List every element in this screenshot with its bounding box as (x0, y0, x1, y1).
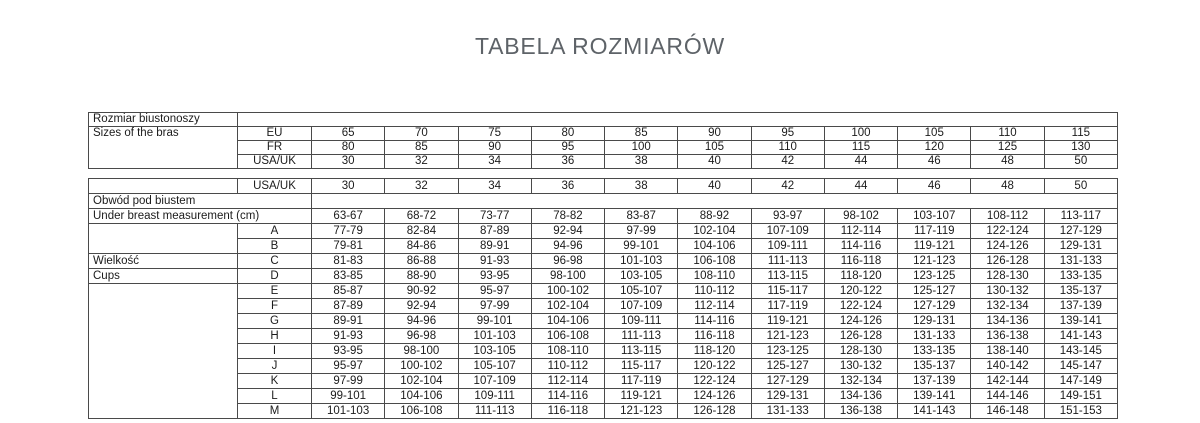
value-cell: 147-149 (1044, 374, 1117, 389)
value-cell: 97-99 (458, 299, 531, 314)
value-cell: 113-115 (605, 344, 678, 359)
value-cell: 75 (458, 127, 531, 141)
value-cell: 97-99 (312, 374, 385, 389)
value-cell: 151-153 (1044, 404, 1117, 419)
value-cell: 101-103 (312, 404, 385, 419)
value-cell: 107-109 (605, 299, 678, 314)
value-cell: 73-77 (458, 209, 531, 224)
value-cell: 105 (678, 141, 751, 155)
value-cell: 132-134 (971, 299, 1044, 314)
page-title: TABELA ROZMIARÓW (474, 33, 726, 59)
value-cell: 136-138 (971, 329, 1044, 344)
value-cell: 144-146 (971, 389, 1044, 404)
cup-letter-cell: D (238, 269, 312, 284)
value-cell: 68-72 (385, 209, 458, 224)
value-cell: 126-128 (971, 254, 1044, 269)
value-cell: 123-125 (898, 269, 971, 284)
value-cell: 140-142 (971, 359, 1044, 374)
value-cell: 118-120 (678, 344, 751, 359)
value-cell: 103-107 (898, 209, 971, 224)
measurement-table (88, 178, 1118, 419)
value-cell: 117-119 (898, 224, 971, 239)
value-cell: 127-129 (1044, 224, 1117, 239)
value-cell: 133-135 (898, 344, 971, 359)
value-cell: 104-106 (678, 239, 751, 254)
value-cell: 139-141 (1044, 314, 1117, 329)
cup-row (89, 404, 1118, 419)
value-cell: 90 (458, 141, 531, 155)
value-cell: 38 (605, 179, 678, 194)
cup-letter-cell: H (238, 329, 312, 344)
value-cell: 137-139 (1044, 299, 1117, 314)
value-cell: 134-136 (971, 314, 1044, 329)
value-cell: 50 (1044, 179, 1117, 194)
value-cell: 116-118 (824, 254, 897, 269)
value-cell: 36 (531, 155, 604, 169)
value-cell: 44 (824, 155, 897, 169)
cups-label-en: Cups (89, 269, 238, 284)
cup-row (89, 314, 1118, 329)
table-row (89, 127, 1118, 141)
empty-cell (89, 179, 238, 194)
cup-row (89, 239, 1118, 254)
value-cell: 130-132 (971, 284, 1044, 299)
value-cell: 109-111 (458, 389, 531, 404)
value-cell: 117-119 (605, 374, 678, 389)
value-cell: 138-140 (971, 344, 1044, 359)
cup-letter-cell: M (238, 404, 312, 419)
bra-sizes-label-pl: Rozmiar biustonoszy (89, 113, 238, 127)
value-cell: 121-123 (605, 404, 678, 419)
cup-row (89, 389, 1118, 404)
value-cell: 129-131 (1044, 239, 1117, 254)
value-cell: 90 (678, 127, 751, 141)
value-cell: 125 (971, 141, 1044, 155)
value-cell: 101-103 (458, 329, 531, 344)
value-cell: 32 (385, 179, 458, 194)
value-cell: 117-119 (751, 299, 824, 314)
value-cell: 85 (605, 127, 678, 141)
value-cell: 121-123 (751, 329, 824, 344)
value-cell: 90-92 (385, 284, 458, 299)
value-cell: 110-112 (531, 359, 604, 374)
value-cell: 129-131 (751, 389, 824, 404)
value-cell: 108-112 (971, 209, 1044, 224)
value-cell: 105 (898, 127, 971, 141)
value-cell: 87-89 (458, 224, 531, 239)
value-cell: 106-108 (678, 254, 751, 269)
value-cell: 32 (385, 155, 458, 169)
value-cell: 121-123 (898, 254, 971, 269)
value-cell: 142-144 (971, 374, 1044, 389)
value-cell: 127-129 (898, 299, 971, 314)
value-cell: 149-151 (1044, 389, 1117, 404)
value-cell: 108-110 (678, 269, 751, 284)
value-cell: 97-99 (605, 224, 678, 239)
value-cell: 141-143 (1044, 329, 1117, 344)
value-cell: 108-110 (531, 344, 604, 359)
bra-sizes-label-en: Sizes of the bras (89, 127, 238, 169)
value-cell: 132-134 (824, 374, 897, 389)
value-cell: 30 (312, 179, 385, 194)
value-cell: 77-79 (312, 224, 385, 239)
value-cell: 136-138 (824, 404, 897, 419)
value-cell: 95 (751, 127, 824, 141)
value-cell: 93-95 (458, 269, 531, 284)
cup-letter-cell: E (238, 284, 312, 299)
value-cell: 113-117 (1044, 209, 1117, 224)
value-cell: 124-126 (971, 239, 1044, 254)
value-cell: 50 (1044, 155, 1117, 169)
value-cell: 115-117 (605, 359, 678, 374)
cup-letter-cell: B (238, 239, 312, 254)
value-cell: 103-105 (458, 344, 531, 359)
value-cell: 116-118 (531, 404, 604, 419)
value-cell: 102-104 (678, 224, 751, 239)
value-cell: 91-93 (458, 254, 531, 269)
value-cell: 83-87 (605, 209, 678, 224)
value-cell: 38 (605, 155, 678, 169)
table-row (89, 179, 1118, 194)
value-cell: 91-93 (312, 329, 385, 344)
value-cell: 131-133 (1044, 254, 1117, 269)
value-cell: 79-81 (312, 239, 385, 254)
value-cell: 112-114 (531, 374, 604, 389)
table-row (89, 194, 1118, 209)
value-cell: 34 (458, 179, 531, 194)
value-cell: 130-132 (824, 359, 897, 374)
value-cell: 114-116 (824, 239, 897, 254)
value-cell: 146-148 (971, 404, 1044, 419)
value-cell: 95 (531, 141, 604, 155)
system-cell: USA/UK (238, 155, 312, 169)
value-cell: 83-85 (312, 269, 385, 284)
value-cell: 86-88 (385, 254, 458, 269)
value-cell: 107-109 (458, 374, 531, 389)
value-cell: 95-97 (312, 359, 385, 374)
value-cell: 99-101 (312, 389, 385, 404)
cup-row (89, 224, 1118, 239)
value-cell: 119-121 (898, 239, 971, 254)
value-cell: 130 (1044, 141, 1117, 155)
value-cell: 133-135 (1044, 269, 1117, 284)
value-cell: 80 (312, 141, 385, 155)
value-cell: 123-125 (751, 344, 824, 359)
empty-merged-cell (238, 113, 1118, 127)
value-cell: 93-95 (312, 344, 385, 359)
value-cell: 94-96 (385, 314, 458, 329)
value-cell: 111-113 (605, 329, 678, 344)
value-cell: 100 (824, 127, 897, 141)
table-row (89, 155, 1118, 169)
value-cell: 94-96 (531, 239, 604, 254)
value-cell: 102-104 (531, 299, 604, 314)
value-cell: 141-143 (898, 404, 971, 419)
value-cell: 34 (458, 155, 531, 169)
value-cell: 110 (971, 127, 1044, 141)
value-cell: 122-124 (824, 299, 897, 314)
value-cell: 98-100 (531, 269, 604, 284)
value-cell: 122-124 (971, 224, 1044, 239)
value-cell: 100-102 (531, 284, 604, 299)
empty-merged-cell (312, 194, 1118, 209)
value-cell: 131-133 (898, 329, 971, 344)
value-cell: 115 (824, 141, 897, 155)
value-cell: 106-108 (531, 329, 604, 344)
value-cell: 36 (531, 179, 604, 194)
value-cell: 105-107 (458, 359, 531, 374)
value-cell: 104-106 (531, 314, 604, 329)
value-cell: 106-108 (385, 404, 458, 419)
value-cell: 80 (531, 127, 604, 141)
value-cell: 122-124 (678, 374, 751, 389)
value-cell: 128-130 (824, 344, 897, 359)
value-cell: 131-133 (751, 404, 824, 419)
cup-row (89, 344, 1118, 359)
value-cell: 40 (678, 155, 751, 169)
value-cell: 110 (751, 141, 824, 155)
system-cell: EU (238, 127, 312, 141)
cups-label-pl: Wielkość (89, 254, 238, 269)
value-cell: 120-122 (678, 359, 751, 374)
value-cell: 115 (1044, 127, 1117, 141)
value-cell: 98-102 (824, 209, 897, 224)
value-cell: 98-100 (385, 344, 458, 359)
cup-row (89, 254, 1118, 269)
value-cell: 116-118 (678, 329, 751, 344)
cup-letter-cell: K (238, 374, 312, 389)
value-cell: 134-136 (824, 389, 897, 404)
value-cell: 40 (678, 179, 751, 194)
value-cell: 85 (385, 141, 458, 155)
value-cell: 65 (312, 127, 385, 141)
value-cell: 112-114 (678, 299, 751, 314)
cup-letter-cell: C (238, 254, 312, 269)
value-cell: 114-116 (531, 389, 604, 404)
value-cell: 96-98 (385, 329, 458, 344)
value-cell: 95-97 (458, 284, 531, 299)
cup-row (89, 269, 1118, 284)
value-cell: 42 (751, 179, 824, 194)
value-cell: 111-113 (458, 404, 531, 419)
value-cell: 120 (898, 141, 971, 155)
value-cell: 114-116 (678, 314, 751, 329)
system-cell: FR (238, 141, 312, 155)
value-cell: 42 (751, 155, 824, 169)
value-cell: 104-106 (385, 389, 458, 404)
cup-row (89, 299, 1118, 314)
value-cell: 89-91 (312, 314, 385, 329)
value-cell: 109-111 (605, 314, 678, 329)
value-cell: 78-82 (531, 209, 604, 224)
value-cell: 137-139 (898, 374, 971, 389)
value-cell: 135-137 (898, 359, 971, 374)
value-cell: 105-107 (605, 284, 678, 299)
value-cell: 111-113 (751, 254, 824, 269)
cup-row (89, 374, 1118, 389)
cup-letter-cell: L (238, 389, 312, 404)
value-cell: 102-104 (385, 374, 458, 389)
value-cell: 46 (898, 155, 971, 169)
cup-row (89, 329, 1118, 344)
system-cell: USA/UK (238, 179, 312, 194)
value-cell: 85-87 (312, 284, 385, 299)
value-cell: 139-141 (898, 389, 971, 404)
value-cell: 100 (605, 141, 678, 155)
value-cell: 92-94 (531, 224, 604, 239)
value-cell: 87-89 (312, 299, 385, 314)
value-cell: 126-128 (824, 329, 897, 344)
cup-row (89, 284, 1118, 299)
value-cell: 112-114 (824, 224, 897, 239)
under-breast-label-pl: Obwód pod biustem (89, 194, 312, 209)
value-cell: 99-101 (458, 314, 531, 329)
value-cell: 129-131 (898, 314, 971, 329)
table-row (89, 113, 1118, 127)
value-cell: 143-145 (1044, 344, 1117, 359)
under-breast-label-en: Under breast measurement (cm) (89, 209, 312, 224)
value-cell: 44 (824, 179, 897, 194)
value-cell: 100-102 (385, 359, 458, 374)
value-cell: 48 (971, 155, 1044, 169)
value-cell: 82-84 (385, 224, 458, 239)
value-cell: 88-90 (385, 269, 458, 284)
value-cell: 115-117 (751, 284, 824, 299)
value-cell: 113-115 (751, 269, 824, 284)
cup-letter-cell: A (238, 224, 312, 239)
value-cell: 96-98 (531, 254, 604, 269)
tables-container (88, 112, 1118, 419)
value-cell: 101-103 (605, 254, 678, 269)
cup-letter-cell: J (238, 359, 312, 374)
value-cell: 127-129 (751, 374, 824, 389)
bra-sizes-table (88, 112, 1118, 169)
value-cell: 81-83 (312, 254, 385, 269)
value-cell: 125-127 (751, 359, 824, 374)
value-cell: 118-120 (824, 269, 897, 284)
value-cell: 107-109 (751, 224, 824, 239)
empty-merged-cell (89, 224, 238, 254)
value-cell: 124-126 (824, 314, 897, 329)
value-cell: 125-127 (898, 284, 971, 299)
value-cell: 48 (971, 179, 1044, 194)
value-cell: 89-91 (458, 239, 531, 254)
cup-letter-cell: F (238, 299, 312, 314)
value-cell: 88-92 (678, 209, 751, 224)
value-cell: 63-67 (312, 209, 385, 224)
value-cell: 126-128 (678, 404, 751, 419)
value-cell: 135-137 (1044, 284, 1117, 299)
value-cell: 145-147 (1044, 359, 1117, 374)
cup-letter-cell: G (238, 314, 312, 329)
value-cell: 46 (898, 179, 971, 194)
value-cell: 109-111 (751, 239, 824, 254)
value-cell: 103-105 (605, 269, 678, 284)
cup-letter-cell: I (238, 344, 312, 359)
value-cell: 70 (385, 127, 458, 141)
value-cell: 30 (312, 155, 385, 169)
value-cell: 84-86 (385, 239, 458, 254)
value-cell: 119-121 (751, 314, 824, 329)
value-cell: 99-101 (605, 239, 678, 254)
value-cell: 124-126 (678, 389, 751, 404)
empty-merged-cell (89, 284, 238, 419)
value-cell: 120-122 (824, 284, 897, 299)
value-cell: 93-97 (751, 209, 824, 224)
value-cell: 92-94 (385, 299, 458, 314)
value-cell: 110-112 (678, 284, 751, 299)
table-row (89, 141, 1118, 155)
value-cell: 128-130 (971, 269, 1044, 284)
table-row (89, 209, 1118, 224)
value-cell: 119-121 (605, 389, 678, 404)
cup-row (89, 359, 1118, 374)
